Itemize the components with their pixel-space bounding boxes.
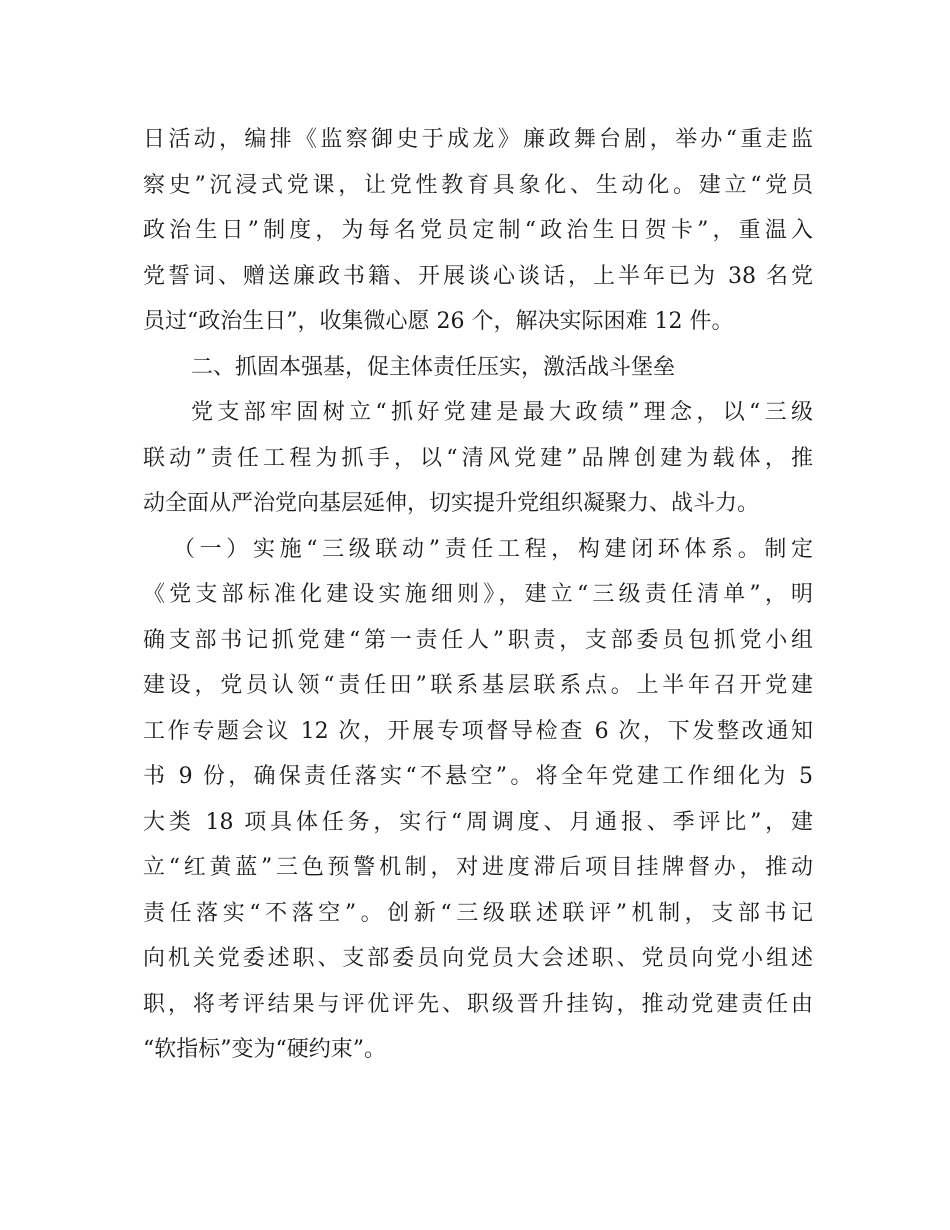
text-line: “软指标”变为“硬约束”。 — [143, 1037, 386, 1062]
text-line: 工作专题会议 12 次，开展专项督导检查 6 次，下发整改通知 — [143, 718, 813, 744]
text-line: 职，将考评结果与评优评先、职级晋升挂钩，推动党建责任由 — [143, 991, 813, 1017]
text-line: （一）实施“三级联动”责任工程，构建闭环体系。制定 — [173, 536, 813, 562]
text-line: 书 9 份，确保责任落实“不悬空”。将全年党建工作细化为 5 — [143, 764, 813, 789]
text-line: 动全面从严治党向基层延伸，切实提升党组织凝聚力、战斗力。 — [143, 491, 760, 516]
text-line: 党支部牢固树立“抓好党建是最大政绩”理念，以“三级 — [191, 400, 813, 425]
text-line: 二、抓固本强基，促主体责任压实，激活战斗堡垒 — [191, 354, 676, 380]
document-body — [143, 117, 813, 1073]
text-line: 联动”责任工程为抓手，以“清风党建”品牌创建为载体，推 — [143, 445, 813, 471]
text-line: 员过“政治生日”，收集微心愿 26 个，解决实际困难 12 件。 — [143, 309, 734, 334]
text-line: 立“红黄蓝”三色预警机制，对进度滞后项目挂牌督办，推动 — [143, 855, 813, 880]
text-line: 大类 18 项具体任务，实行“周调度、月通报、季评比”，建 — [143, 809, 813, 835]
text-line: 责任落实“不落空”。创新“三级联述联评”机制，支部书记 — [143, 900, 813, 926]
text-line: 日活动，编排《监察御史于成龙》廉政舞台剧，举办“重走监 — [143, 127, 813, 152]
text-line: 察史”沉浸式党课，让党性教育具象化、生动化。建立“党员 — [143, 172, 813, 198]
text-line: 向机关党委述职、支部委员向党员大会述职、党员向党小组述 — [143, 946, 813, 971]
text-line: 建设，党员认领“责任田”联系基层联系点。上半年召开党建 — [143, 673, 813, 698]
text-line: 确支部书记抓党建“第一责任人”职责，支部委员包抓党小组 — [143, 627, 813, 653]
text-line: 《党支部标准化建设实施细则》，建立“三级责任清单”，明 — [143, 582, 813, 607]
text-line: 政治生日”制度，为每名党员定制“政治生日贺卡”，重温入 — [143, 218, 813, 243]
text-line: 党誓词、赠送廉政书籍、开展谈心谈话，上半年已为 38 名党 — [143, 263, 813, 289]
